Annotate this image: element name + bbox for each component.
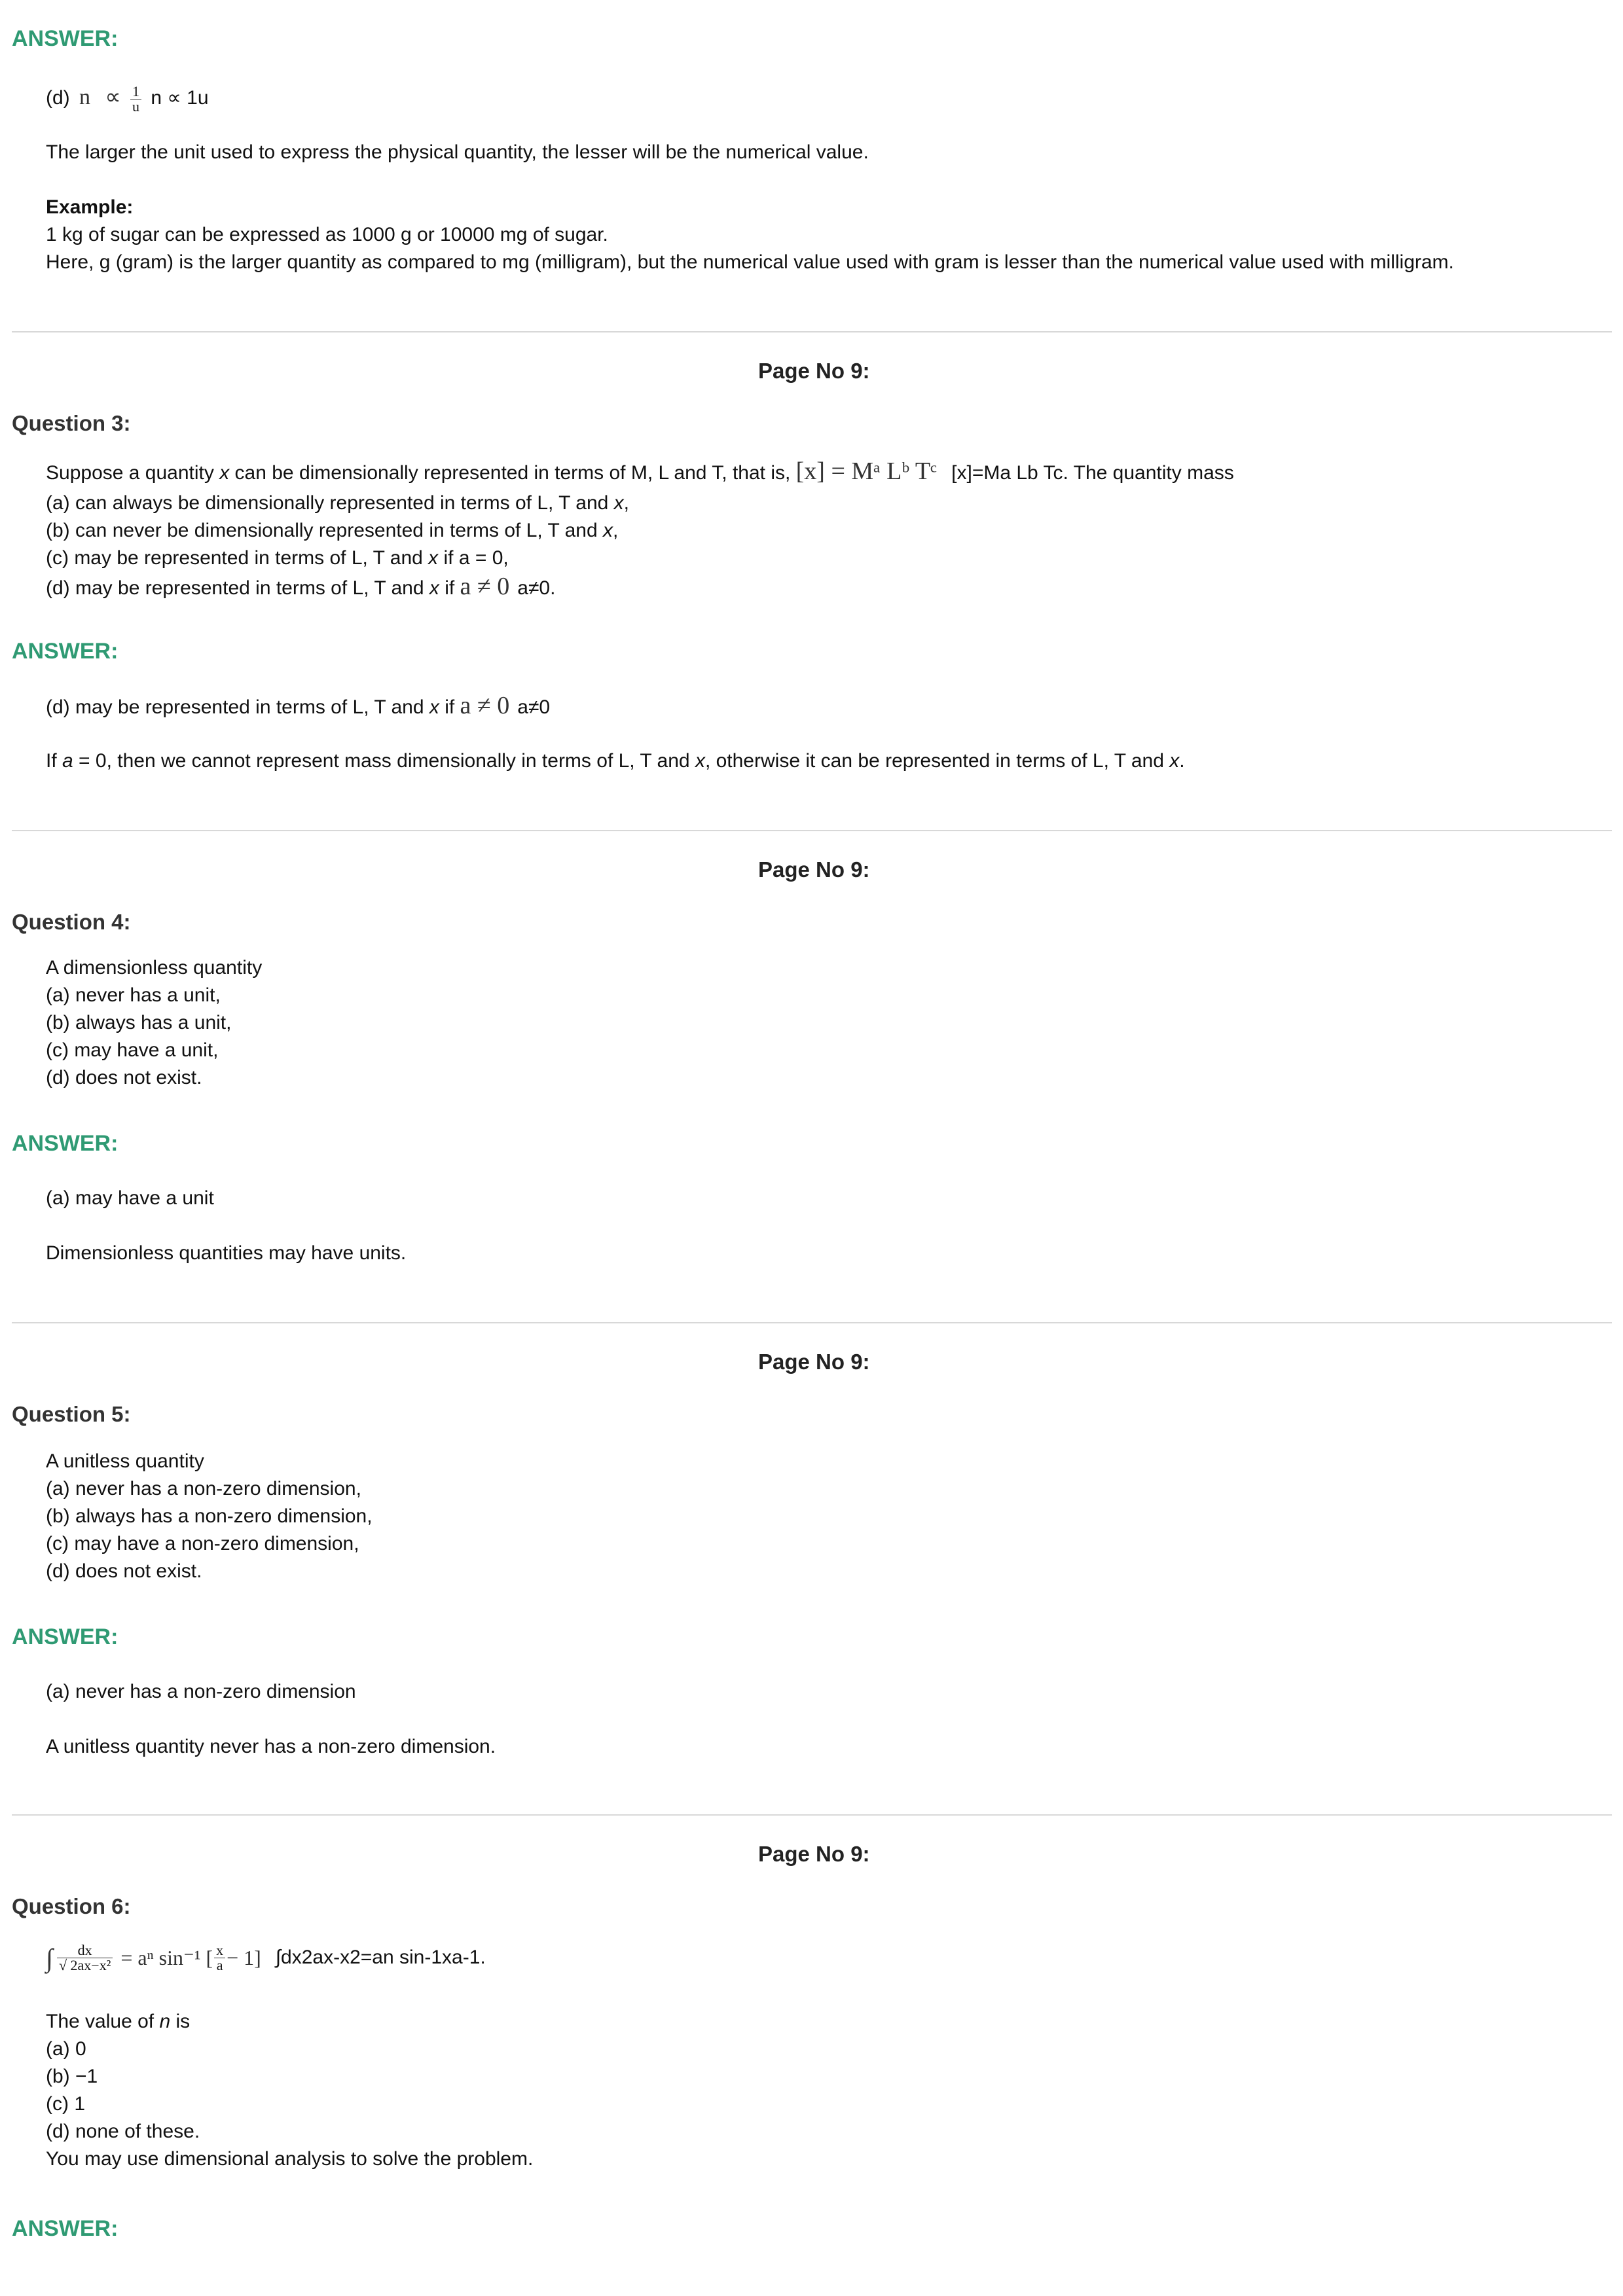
option-c: (c) 1 (46, 2093, 85, 2115)
math-expression: [x] = Mᵃ Lᵇ Tᶜ (795, 457, 937, 485)
option-d: (d) does not exist. (46, 1067, 202, 1088)
answer-label: ANSWER: (12, 639, 119, 664)
answer-text: (d) may be represented in terms of L, T and (46, 696, 429, 718)
option-b: (b) always has a unit, (46, 1012, 232, 1033)
math-expression: a ≠ 0 (460, 573, 510, 600)
variable-x: x (219, 462, 230, 484)
option-a: (a) never has a non-zero dimension, (46, 1478, 361, 1499)
math-alt-text: a≠0 (517, 696, 551, 718)
question-label: Question 3: (12, 411, 131, 435)
equation-rhs-end: − 1] (227, 1945, 261, 1969)
explanation-text (46, 750, 1185, 772)
explanation-part: . (1179, 750, 1185, 772)
variable-n: n (159, 2011, 171, 2032)
answer-line (46, 84, 209, 114)
option-text: if (439, 577, 460, 599)
question-stem (46, 2011, 190, 2033)
math-alt-text: [x]=Ma Lb Tc. The quantity mass (951, 462, 1234, 484)
example-line: Here, g (gram) is the larger quantity as compared to mg (milligram), but the numerical value used with gram is lesser than the numerical value used with milligram. (46, 251, 1454, 273)
divider (12, 331, 1612, 332)
explanation-text: A unitless quantity never has a non-zero dimension. (46, 1736, 496, 1757)
option-d: (d) does not exist. (46, 1560, 202, 1582)
option-text: , (623, 492, 630, 514)
question-label: Question 6: (12, 1894, 131, 1918)
divider (12, 1322, 1612, 1323)
divider (12, 830, 1612, 831)
fraction-numerator: 1 (130, 84, 141, 99)
option-a: (a) 0 (46, 2038, 86, 2060)
answer-line: (a) never has a non-zero dimension (46, 1681, 356, 1702)
math-alt-text: ∫dx2ax-x2=an sin-1xa-1. (275, 1946, 486, 1968)
answer-label: ANSWER: (12, 26, 119, 51)
answer-line: (a) may have a unit (46, 1187, 214, 1209)
option-a: (a) never has a unit, (46, 984, 221, 1006)
option-b: (b) always has a non-zero dimension, (46, 1505, 373, 1527)
integral-equation (46, 1935, 486, 1981)
option-b: (b) −1 (46, 2066, 98, 2087)
example-heading: Example: (46, 196, 134, 218)
question-label: Question 4: (12, 910, 131, 934)
option-text: (b) can never be dimensionally represented in terms of L, T and (46, 520, 604, 541)
integral-sign: ∫ (46, 1943, 53, 1973)
option-d: (d) none of these. (46, 2121, 200, 2142)
stem-text: The value of (46, 2011, 160, 2032)
option-d (46, 572, 555, 601)
option-text: (a) can always be dimensionally represented in terms of L, T and (46, 492, 614, 514)
explanation-text: The larger the unit used to express the physical quantity, the lesser will be the numerical value. (46, 141, 869, 163)
answer-label: ANSWER: (12, 1131, 119, 1156)
fraction-numerator: dx (57, 1943, 113, 1958)
variable-x: x (429, 577, 439, 599)
option-text: (c) may be represented in terms of L, T and (46, 547, 429, 569)
stem-text: Suppose a quantity (46, 462, 220, 484)
question-stem: A dimensionless quantity (46, 957, 263, 978)
math-n: n (79, 85, 91, 109)
fraction-denominator: √ 2ax−x² (58, 1956, 111, 1973)
rhs-fraction (214, 1943, 225, 1973)
option-text: (d) may be represented in terms of L, T and (46, 577, 429, 599)
variable-x: x (1169, 750, 1180, 772)
stem-text: is (170, 2011, 191, 2032)
fraction-numerator: x (214, 1943, 225, 1958)
page-number-heading: Page No 9: (758, 1350, 870, 1374)
page-number-heading: Page No 9: (758, 1842, 870, 1866)
option-c: (c) may have a unit, (46, 1039, 219, 1061)
math-fraction (130, 84, 141, 114)
math-alt-text: n ∝ 1u (151, 87, 209, 109)
answer-label: ANSWER: (12, 2216, 119, 2241)
question-stem: A unitless quantity (46, 1450, 204, 1472)
variable-x: x (613, 492, 624, 514)
question-stem (46, 457, 1234, 486)
hint-text: You may use dimensional analysis to solve the problem. (46, 2148, 534, 2170)
explanation-part: , otherwise it can be represented in terms of L, T and (704, 750, 1170, 772)
explanation-part: If (46, 750, 63, 772)
option-c: (c) may have a non-zero dimension, (46, 1533, 359, 1554)
variable-x: x (603, 520, 613, 541)
equation-rhs: = aⁿ sin⁻¹ [ (120, 1946, 213, 1969)
math-expression: a ≠ 0 (460, 692, 510, 719)
divider (12, 1814, 1612, 1816)
integrand-fraction (57, 1943, 113, 1973)
option-text: , (613, 520, 619, 541)
option-text: if a = 0, (438, 547, 509, 569)
variable-a: a (62, 750, 73, 772)
math-alt-text: a≠0. (517, 577, 556, 599)
variable-x: x (695, 750, 705, 772)
answer-line (46, 691, 550, 720)
option-b (46, 520, 618, 542)
fraction-denominator: a (216, 1956, 223, 1973)
answer-option: (d) (46, 87, 70, 109)
page-number-heading: Page No 9: (758, 359, 870, 383)
option-a (46, 492, 629, 514)
page-number-heading: Page No 9: (758, 857, 870, 882)
explanation-text: Dimensionless quantities may have units. (46, 1242, 407, 1264)
option-c (46, 547, 509, 569)
stem-text: can be dimensionally represented in terms of M, L and T, that is, (229, 462, 796, 484)
math-proportional: ∝ (105, 85, 121, 109)
question-label: Question 5: (12, 1402, 131, 1426)
explanation-part: = 0, then we cannot represent mass dimensionally in terms of L, T and (73, 750, 695, 772)
variable-x: x (428, 547, 439, 569)
answer-text: if (439, 696, 460, 718)
variable-x: x (429, 696, 439, 718)
answer-label: ANSWER: (12, 1624, 119, 1649)
example-line: 1 kg of sugar can be expressed as 1000 g or 10000 mg of sugar. (46, 224, 608, 245)
fraction-denominator: u (132, 98, 139, 115)
